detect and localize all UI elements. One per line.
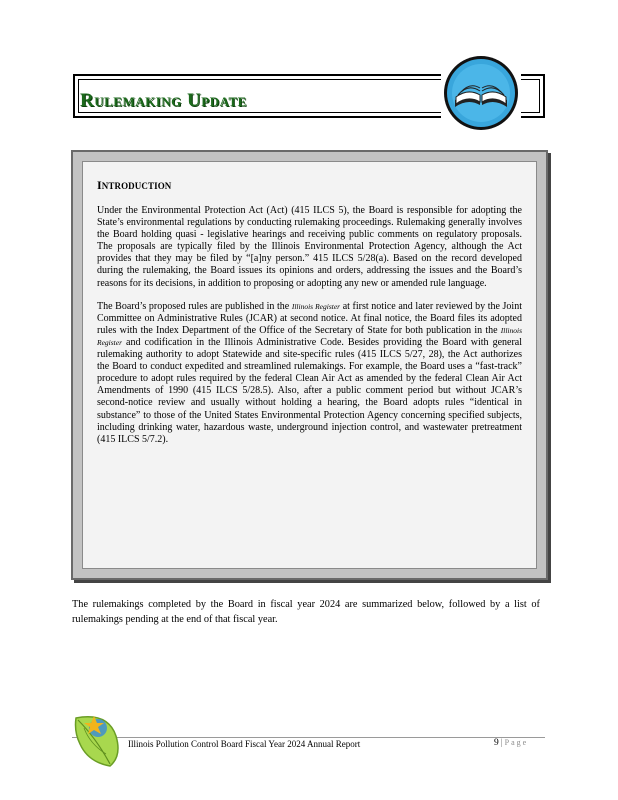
page-separator: | [500, 738, 503, 748]
heading-initial: I [97, 178, 102, 192]
heading-rest: NTRODUCTION [101, 181, 172, 191]
introduction-box [71, 150, 548, 580]
footer-report-title: Illinois Pollution Control Board Fiscal Year 2024 Annual Report [128, 739, 361, 749]
open-book-icon [441, 53, 521, 133]
page-label: Page [504, 738, 529, 747]
intro-paragraph-1: Under the Environmental Protection Act (Act) (415 ILCS 5), the Board is responsible for adopting the State’s environmental regulations by conducting rulemaking proceedings. Rulemaking generally involves the Board holding quasi - legislative hearings and receiving public comments on regulatory proposals. The proposals are typically filed by the Illinois Environmental Protection Agency, although the Act provides that they may be filed by “[a]ny person.” 415 ILCS 5/28(a). Based on the record developed during the rulemaking, the Board issues its opinions and orders, addressing the issues and the Board’s reasons for its decisions, in addition to proposing or adopting any new or amended rule language. [97, 205, 522, 289]
illinois-register-ref-1: Illinois Register [291, 301, 341, 311]
page-number-block [494, 738, 528, 748]
p2-part-a: The Board’s proposed rules are published in the [97, 300, 292, 312]
summary-paragraph: The rulemakings completed by the Board in fiscal year 2024 are summarized below, followed by a list of rulemakings pending at the end of that fiscal year. [72, 599, 540, 625]
p2-part-c: and codification in the Illinois Administrative Code. Besides providing the Board with general rulemaking authority to adopt Statewide and site-specific rules (415 ILCS 5/27, 28), the Act authorizes the Board to conduct expedited and streamlined rulemakings. For example, the Board uses a “fast-track” procedure to adopt rules required by the federal Clean Air Act as amended by the federal Clean Air Act Amendments of 1990 (415 ILCS 5/28.5). Also, after a public comment period but without JCAR’s second-notice review and usually without holding a hearing, the Board adopts rules “identical in substance” to those of the United States Environmental Protection Agency concerning specified subjects, including drinking water, hazardous waste, underground injection control, and wastewater pretreatment (415 ILCS 5/7.2). [97, 336, 522, 445]
illinois-register-ref-2: Illinois Register [97, 325, 522, 347]
page-number: 9 [494, 738, 499, 748]
footer-divider [72, 737, 545, 738]
introduction-panel [82, 161, 537, 569]
leaf-logo-icon [70, 710, 126, 768]
intro-paragraph-2 [97, 301, 522, 446]
page-title: Rulemaking Update [80, 90, 247, 111]
p2-part-b: at first notice and later reviewed by the Joint Committee on Administrative Rules (JCAR) at second notice. At final notice, the Board files its adopted rules with the Index Department of the Office of the Secretary of State for both publication in the [97, 300, 522, 336]
introduction-heading [97, 178, 522, 193]
